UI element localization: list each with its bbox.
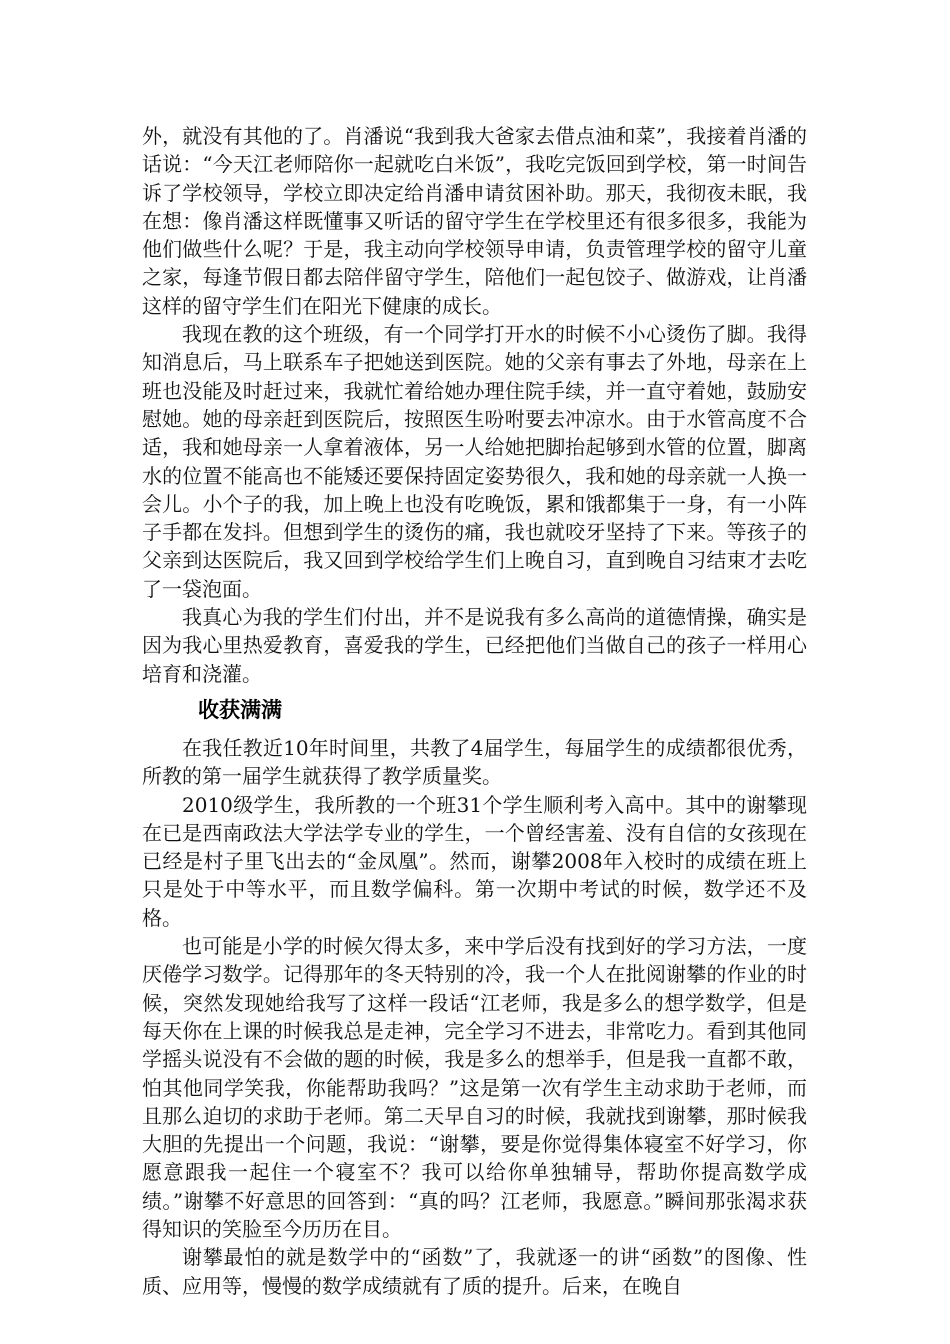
paragraph-class-2010: 2010级学生，我所教的一个班31个学生顺利考入高中。其中的谢攀现在已是西南政法大学法学专业的学生，一个曾经害羞、没有自信的女孩现在已经是村子里飞出去的“金凤凰”。然而，谢攀2008年入校时的成绩在班上只是处于中等水平，而且数学偏科。第一次期中考试的时候，数学还不及格。 [142, 792, 807, 930]
document-page [142, 122, 807, 1300]
paragraph-devotion: 我真心为我的学生们付出，并不是说我有多么高尚的道德情操，确实是因为我心里热爱教育，喜爱我的学生，已经把他们当做自己的孩子一样用心培育和浇灌。 [142, 605, 807, 686]
paragraph-teaching-years: 在我任教近10年时间里，共教了4届学生，每届学生的成绩都很优秀，所教的第一届学生就获得了教学质量奖。 [142, 735, 807, 789]
paragraph-burn-story: 我现在教的这个班级，有一个同学打开水的时候不小心烫伤了脚。我得知消息后，马上联系车子把她送到医院。她的父亲有事去了外地，母亲在上班也没能及时赶过来，我就忙着给她办理住院手续，并一直守着她，鼓励安慰她。她的母亲赶到医院后，按照医生吩咐要去冲凉水。由于水管高度不合适，我和她母亲一人拿着液体，另一人给她把脚抬起够到水管的位置，脚离水的位置不能高也不能矮还要保持固定姿势很久，我和她的母亲就一人换一会儿。小个子的我，加上晚上也没有吃晚饭，累和饿都集于一身，有一小阵子手都在发抖。但想到学生的烫伤的痛，我也就咬牙坚持了下来。等孩子的父亲到达医院后，我又回到学校给学生们上晚自习，直到晚自习结束才去吃了一袋泡面。 [142, 322, 807, 601]
paragraph-student-help: 也可能是小学的时候欠得太多，来中学后没有找到好的学习方法，一度厌倦学习数学。记得那年的冬天特别的冷，我一个人在批阅谢攀的作业的时候，突然发现她给我写了这样一段话“江老师，我是多么的想学数学，但是每天你在上课的时候我总是走神，完全学习不进去，非常吃力。看到其他同学摇头说没有不会做的题的时候，我是多么的想举手，但是我一直都不敢，怕其他同学笑我，你能帮助我吗？”这是第一次有学生主动求助于老师，而且那么迫切的求助于老师。第二天早自习的时候，我就找到谢攀，那时候我大胆的先提出一个问题，我说：“谢攀，要是你觉得集体寝室不好学习，你愿意跟我一起住一个寝室不？我可以给你单独辅导，帮助你提高数学成绩。”谢攀不好意思的回答到：“真的吗？江老师，我愿意。”瞬间那张渴求获得知识的笑脸至今历历在目。 [142, 934, 807, 1241]
paragraph-continuation: 外，就没有其他的了。肖潘说“我到我大爸家去借点油和菜”，我接着肖潘的话说：“今天江老师陪你一起就吃白米饭”，我吃完饭回到学校，第一时间告诉了学校领导，学校立即决定给肖潘申请贫困补助。那天，我彻夜未眠，我在想：像肖潘这样既懂事又听话的留守学生在学校里还有很多很多，我能为他们做些什么呢？于是，我主动向学校领导申请，负责管理学校的留守儿童之家，每逢节假日都去陪伴留守学生，陪他们一起包饺子、做游戏，让肖潘这样的留守学生们在阳光下健康的成长。 [142, 124, 807, 318]
section-heading: 收获满满 [198, 697, 282, 722]
paragraph-functions: 谢攀最怕的就是数学中的“函数”了，我就逐一的讲“函数”的图像、性质、应用等，慢慢的数学成绩就有了质的提升。后来，在晚自 [142, 1245, 807, 1298]
